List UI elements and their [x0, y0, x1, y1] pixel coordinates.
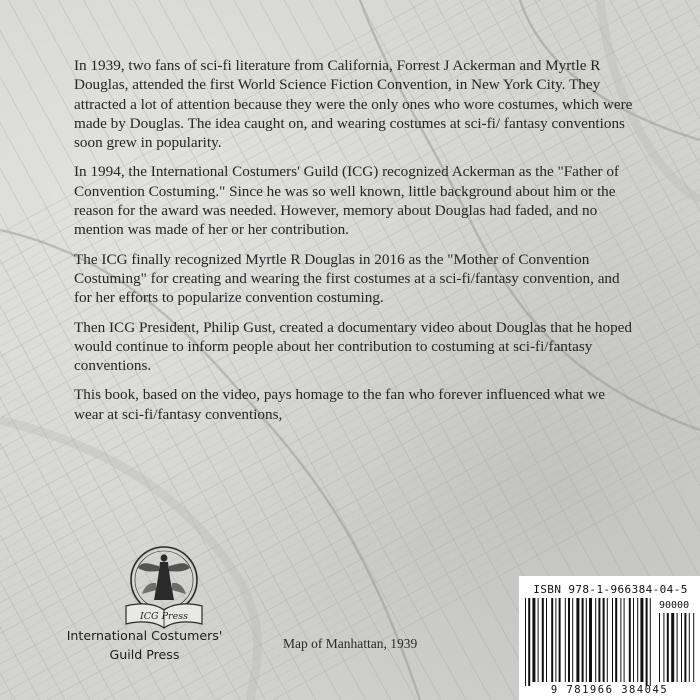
- paragraph: Then ICG President, Philip Gust, created a documentary video about Douglas that he hoped would continue to inform people about her contribution to costuming at sci-fi/fantasy conventions.: [74, 318, 633, 375]
- publisher-line: International Costumers': [66, 628, 223, 643]
- paragraph: This book, based on the video, pays homage to the fan who forever influenced what we wear at sci-fi/fantasy conventions,: [74, 386, 605, 423]
- barcode-digits: 9 781966 384045: [550, 684, 669, 696]
- paragraph: In 1939, two fans of sci-fi literature from California, Forrest J Ackerman and Myrtle R Douglas, attended the first World Science Fiction Convention, in New York City. They attracted a lot of attention because they were the only ones who wore costumes, which were made by Douglas. The idea caught on, and wearing costumes at sci-fi/ fantasy conventions soon grew in popularity.: [74, 57, 633, 152]
- publisher-line: Guild Press: [109, 647, 180, 662]
- isbn-number: ISBN 978-1-966384-04-5: [533, 583, 688, 596]
- map-caption: Map of Manhattan, 1939: [283, 636, 418, 651]
- paragraph: The ICG finally recognized Myrtle R Douglas in 2016 as the "Mother of Convention Costuming" for creating and wearing the first costumes at a sci-fi/fantasy convention, and for her efforts to popularize convention costuming.: [74, 250, 620, 307]
- price-code: 90000: [659, 600, 690, 611]
- publisher-name: [62, 626, 227, 664]
- isbn-barcode: [519, 576, 700, 700]
- paragraph: In 1994, the International Costumers' Guild (ICG) recognized Ackerman as the "Father of Convention Costuming." Since he was so well known, little background about him or the reason for the award was needed. However, memory about Douglas had faded, and no mention was made of her or her contribution.: [74, 163, 619, 239]
- back-cover-text: [74, 56, 634, 434]
- logo-text: ICG Press: [140, 611, 188, 622]
